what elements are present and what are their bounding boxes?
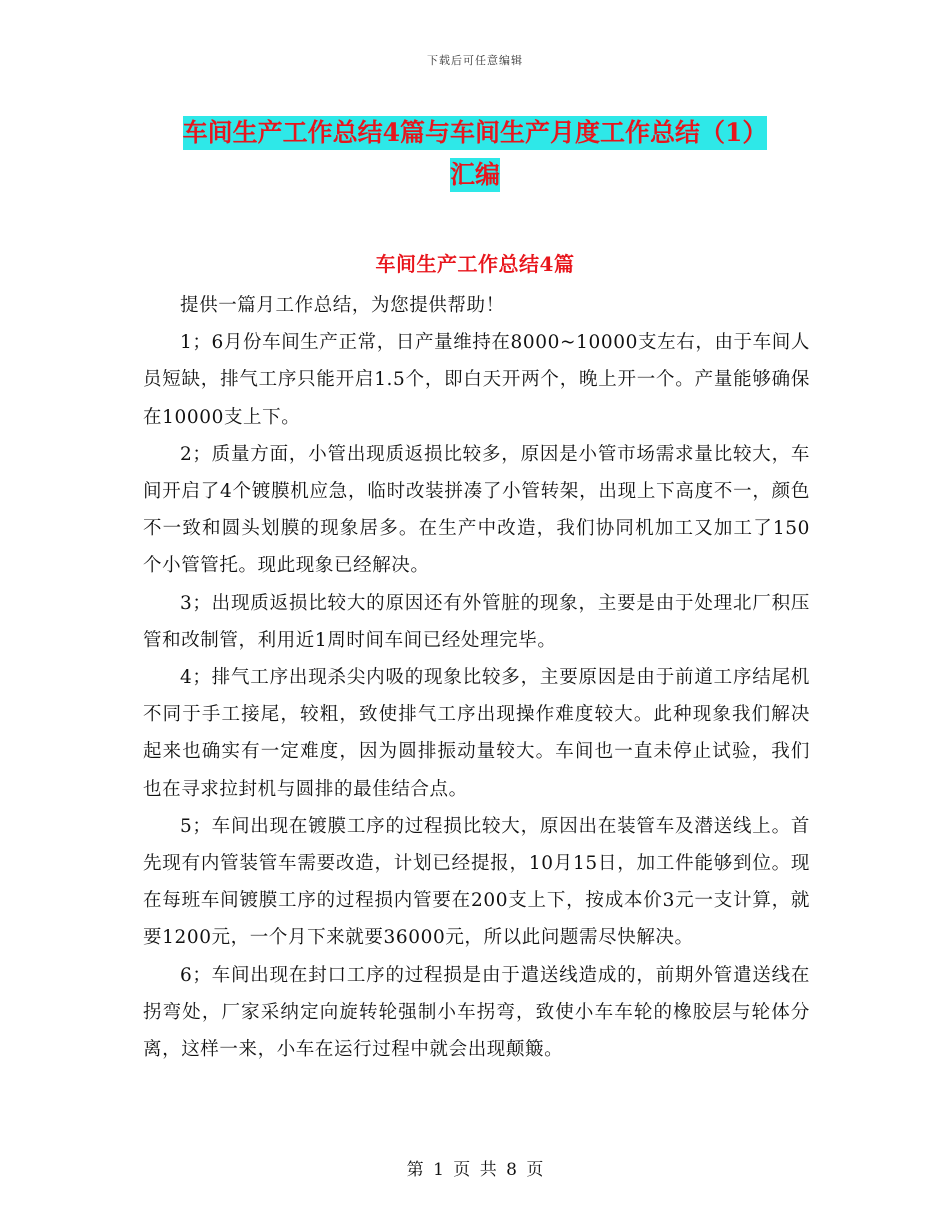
document-title-line2: 汇编 (450, 158, 500, 192)
document-body (143, 287, 810, 1068)
paragraph-1: 1；6月份车间生产正常，日产量维持在8000~10000支左右，由于车间人员短缺，排气工序只能开启1.5个，即白天开两个，晚上开一个。产量能够确保在10000支上下。 (143, 332, 810, 428)
paragraph-2: 2；质量方面，小管出现质返损比较多，原因是小管市场需求量比较大，车间开启了4个镀膜机应急，临时改装拼凑了小管转架，出现上下高度不一，颜色不一致和圆头划膜的现象居多。在生产中改造，我们协同机加工又加工了150个小管管托。现此现象已经解决。 (143, 443, 810, 577)
paragraph-3: 3；出现质返损比较大的原因还有外管脏的现象，主要是由于处理北厂积压管和改制管，利用近1周时间车间已经处理完毕。 (143, 592, 810, 651)
paragraph-5: 5；车间出现在镀膜工序的过程损比较大，原因出在装管车及潜送线上。首先现有内管装管车需要改造，计划已经提报，10月15日，加工件能够到位。现在每班车间镀膜工序的过程损内管要在200支上下，按成本价3元一支计算，就要1200元，一个月下来就要36000元，所以此问题需尽快解决。 (143, 815, 810, 949)
document-title (140, 112, 810, 196)
paragraph-4: 4；排气工序出现杀尖内吸的现象比较多，主要原因是由于前道工序结尾机不同于手工接尾，较粗，致使排气工序出现操作难度较大。此种现象我们解决起来也确实有一定难度，因为圆排振动量较大。车间也一直未停止试验，我们也在寻求拉封机与圆排的最佳结合点。 (143, 667, 810, 800)
page-footer: 第 1 页 共 8 页 (406, 1160, 544, 1180)
paragraph-6: 6；车间出现在封口工序的过程损是由于遣送线造成的，前期外管遣送线在拐弯处，厂家采纳定向旋转轮强制小车拐弯，致使小车车轮的橡胶层与轮体分离，这样一来，小车在运行过程中就会出现颠簸。 (143, 964, 810, 1061)
header-note: 下载后可任意编辑 (427, 54, 523, 67)
paragraph-intro: 提供一篇月工作总结，为您提供帮助！ (180, 295, 505, 316)
section-title: 车间生产工作总结4篇 (375, 252, 575, 276)
document-title-line1: 车间生产工作总结4篇与车间生产月度工作总结（1） (183, 116, 768, 150)
